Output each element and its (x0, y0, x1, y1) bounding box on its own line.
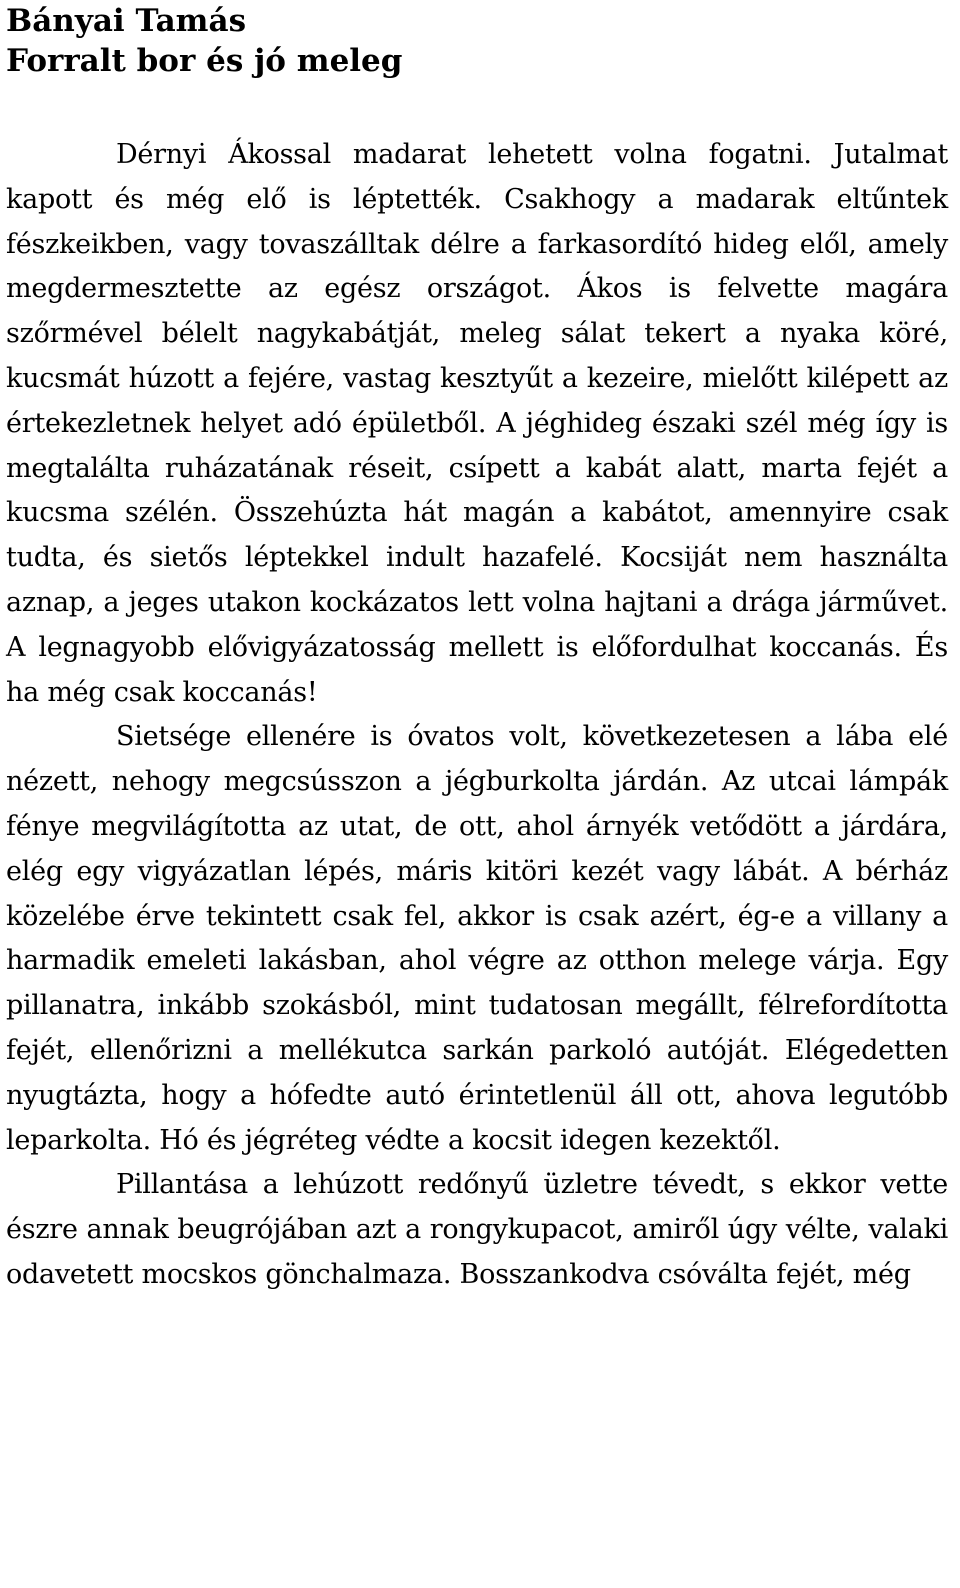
story-title: Forralt bor és jó meleg (6, 43, 403, 79)
paragraph-1: Dérnyi Ákossal madarat lehetett volna fogatni. Jutalmat kapott és még elő is léptették. Csakhogy a madarak eltűntek fészkeikben, vagy tovaszálltak délre a farkasordító hideg elől, amely megdermesztette az egész országot. Ákos is felvette magára szőrmével bélelt nagykabátját, meleg sálat tekert a nyaka köré, kucsmát húzott a fejére, vastag kesztyűt a kezeire, mielőtt kilépett az értekezletnek helyet adó épületből. A jéghideg északi szél még így is megtalálta ruházatának réseit, csípett a kabát alatt, marta fejét a kucsma szélén. Összehúzta hát magán a kabátot, amennyire csak tudta, és sietős léptekkel indult hazafelé. Kocsiját nem használta aznap, a jeges utakon kockázatos lett volna hajtani a drága járművet. A legnagyobb elővigyázatosság mellett is előfordulhat koccanás. És ha még csak koccanás! (6, 139, 948, 708)
paragraph-2: Sietsége ellenére is óvatos volt, következetesen a lába elé nézett, nehogy megcsússzon a jégburkolta járdán. Az utcai lámpák fénye megvilágította az utat, de ott, ahol árnyék vetődött a járdára, elég egy vigyázatlan lépés, máris kitöri kezét vagy lábát. A bérház közelébe érve tekintett csak fel, akkor is csak azért, ég-e a villany a harmadik emeleti lakásban, ahol végre az otthon melege várja. Egy pillanatra, inkább szokásból, mint tudatosan megállt, félrefordította fejét, ellenőrizni a mellékutca sarkán parkoló autóját. Elégedetten nyugtázta, hogy a hófedte autó érintetlenül áll ott, ahova legutóbb leparkolta. Hó és jégréteg védte a kocsit idegen kezektől. (6, 721, 948, 1156)
story-body (6, 133, 948, 1298)
author-name: Bányai Tamás (6, 3, 247, 39)
paragraph-3: Pillantása a lehúzott redőnyű üzletre tévedt, s ekkor vette észre annak beugrójában azt a rongykupacot, amiről úgy vélte, valaki odavetett mocskos gönchalmaza. Bosszankodva csóválta fejét, még (6, 1169, 948, 1290)
document-page (6, 0, 948, 1298)
